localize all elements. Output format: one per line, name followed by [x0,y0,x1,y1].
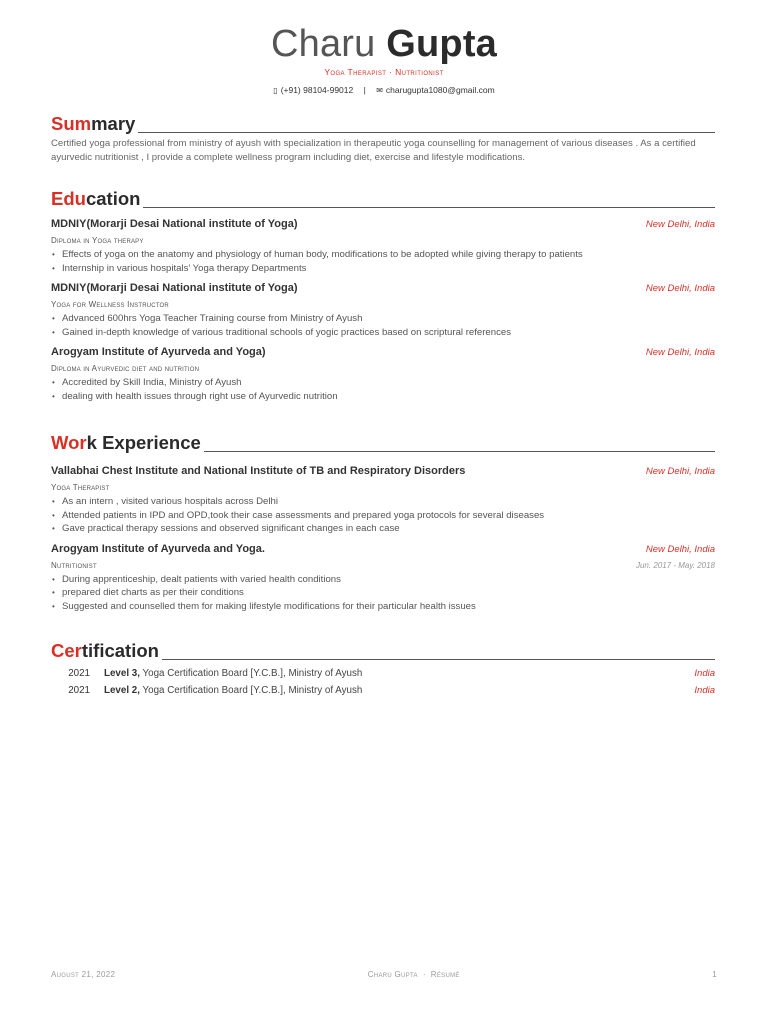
section-title-rest: k Experience [86,432,201,453]
first-name: Charu [270,23,376,65]
list-item: • Effects of yoga on the anatomy and physiology of human body, modifications to be adopted while giving therapy to patients [51,248,715,262]
section-title-accent: Edu [51,188,86,209]
education-entry [51,345,715,403]
section-title [51,113,715,135]
section-title-rest: tification [81,640,159,661]
page-footer [51,970,717,979]
list-item: • Advanced 600hrs Yoga Teacher Training course from Ministry of Ayush [51,312,715,326]
list-item: • Suggested and counselled them for making lifestyle modifications for their particular health issues [51,600,715,614]
email-address[interactable]: charugupta1080@gmail.com [385,85,495,95]
section-title [51,432,715,454]
entry-position: Yoga for Wellness Instructor [51,300,169,309]
section-rule [138,132,715,133]
entry-items [51,495,715,536]
work-entry [51,464,715,536]
entry-position: Diploma in Ayurvedic diet and nutrition [51,364,200,373]
list-item: • During apprenticeship, dealt patients with varied health conditions [51,573,715,587]
footer-name: Charu Gupta [367,970,418,979]
full-name [0,22,768,66]
cert-body: Yoga Certification Board [Y.C.B.], Ministry of Ayush [139,685,363,696]
position-title: Yoga Therapist · Nutritionist [324,67,444,77]
cert-year: 2021 [68,685,90,696]
section-title [51,640,715,662]
entry-title: Arogyam Institute of Ayurveda and Yoga. [51,542,265,555]
entry-title: MDNIY(Morarji Desai National institute of Yoga) [51,218,298,230]
list-item: • Gave practical therapy sessions and observed significant changes in each case [51,522,715,536]
entry-items [51,573,715,614]
entry-title: Vallabhai Chest Institute and National Institute of TB and Respiratory Disorders [51,465,466,477]
entry-title: MDNIY(Morarji Desai National institute of Yoga) [51,282,298,294]
education-section [51,188,715,403]
list-item: • Internship in various hospitals’ Yoga therapy Departments [51,262,715,276]
resume-header [0,22,768,97]
entry-location: New Delhi, India [645,219,715,230]
mobile-phone-icon: ▯ [273,86,278,95]
section-title [51,188,715,210]
footer-date: August 21, 2022 [51,970,116,979]
certification-row [51,685,715,702]
cert-body: Yoga Certification Board [Y.C.B.], Ministry of Ayush [139,668,363,679]
section-title-rest: mary [91,113,136,134]
footer-dot: · [422,970,426,979]
work-experience-section [51,432,715,613]
section-title-accent: Wor [51,432,87,453]
page-number: 1 [712,970,717,979]
contact-line [0,84,768,97]
certification-section [51,640,715,702]
cert-location: India [694,668,715,679]
list-item: • Gained in-depth knowledge of various traditional schools of yogic practices based on scriptural references [51,326,715,340]
section-rule [204,451,715,452]
entry-location: New Delhi, India [645,543,715,555]
phone-number[interactable]: (+91) 98104-99012 [280,85,354,95]
entry-items [51,376,715,403]
work-entry [51,542,715,614]
contact-separator: | [363,85,366,95]
list-item: • As an intern , visited various hospitals across Delhi [51,495,715,509]
list-item: • dealing with health issues through right use of Ayurvedic nutrition [51,390,715,404]
certification-row [51,668,715,685]
education-entry [51,281,715,339]
entry-date: Jun. 2017 - May. 2018 [635,560,715,570]
last-name: Gupta [386,23,498,65]
entry-location: New Delhi, India [645,347,715,358]
list-item: • Accredited by Skill India, Ministry of Ayush [51,376,715,390]
cert-description [104,685,694,696]
list-item: • Attended patients in IPD and OPD,took their case assessments and prepared yoga protocols for several diseases [51,509,715,523]
section-rule [162,659,715,660]
envelope-icon: ✉ [376,86,383,95]
entry-items [51,312,715,339]
section-title-rest: cation [85,188,141,209]
entry-items [51,248,715,275]
section-rule [143,207,715,208]
cert-level: Level 3, [104,668,140,679]
footer-title [368,970,460,979]
entry-position: Diploma in Yoga therapy [51,236,144,245]
section-title-accent: Cer [51,640,82,661]
cert-description [104,668,694,679]
cert-location: India [694,685,715,696]
cert-year: 2021 [68,668,90,679]
education-entry [51,217,715,275]
entry-location: New Delhi, India [645,283,715,294]
certification-list [51,668,715,702]
footer-doc: Résumé [430,970,460,979]
entry-title: Arogyam Institute of Ayurveda and Yoga) [51,346,266,358]
summary-text: Certified yoga professional from ministry of ayush with specialization in therapeutic yoga counselling for management of various diseases . As a certified ayurvedic nutritionist , I provide a complete wellness program including diet, exercise and lifestyle modifications. [51,138,696,163]
section-title-accent: Sum [51,113,92,134]
entry-location: New Delhi, India [645,466,715,477]
entry-position: Nutritionist [51,560,97,570]
entry-position: Yoga Therapist [51,483,110,492]
cert-level: Level 2, [104,685,140,696]
list-item: • prepared diet charts as per their conditions [51,586,715,600]
summary-section [51,113,715,164]
